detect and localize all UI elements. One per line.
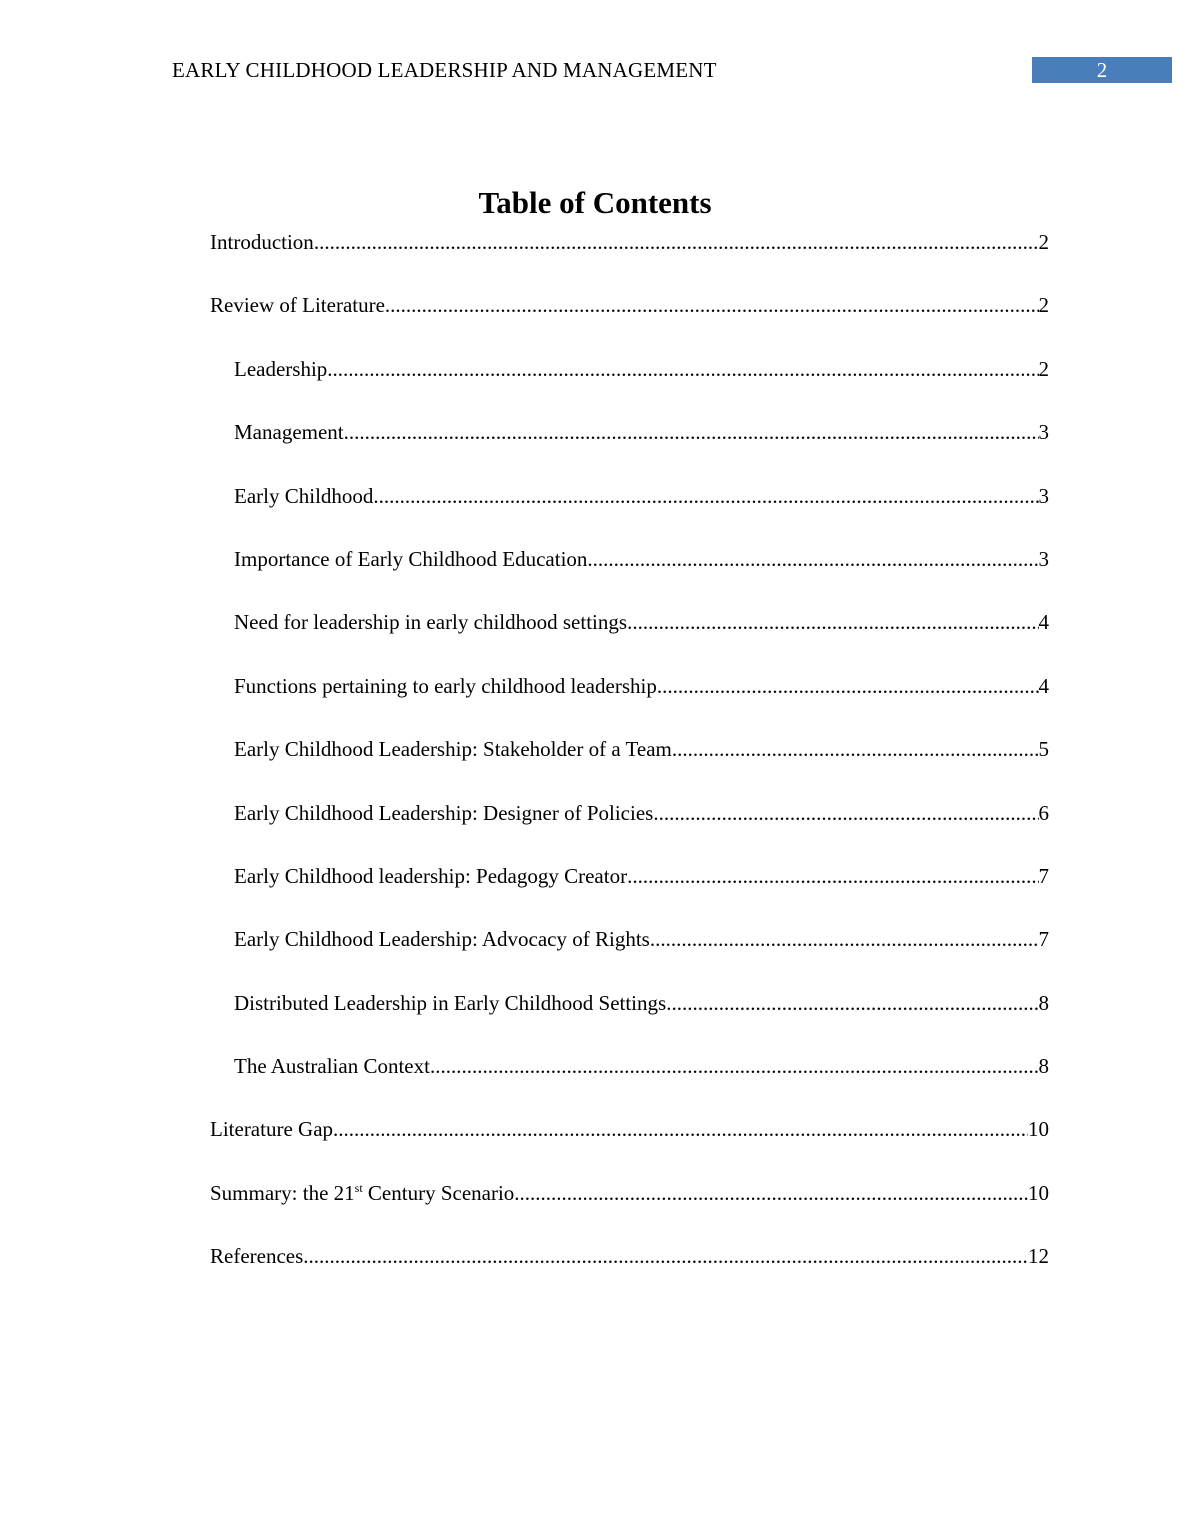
toc-entry-page: 5 — [1038, 737, 1049, 762]
toc-entry-need-for-leadership[interactable] — [210, 604, 1049, 667]
toc-leader-dots — [653, 795, 1038, 831]
toc-entry-pedagogy-creator[interactable] — [210, 858, 1049, 921]
toc-entry-text: Leadership — [234, 356, 328, 381]
toc-entry-page: 3 — [1038, 420, 1049, 445]
toc-entry-review-of-literature[interactable] — [210, 287, 1049, 350]
toc-entry-page: 7 — [1038, 927, 1049, 952]
toc-entry-text: Early Childhood — [234, 483, 374, 508]
toc-entry-stakeholder[interactable] — [210, 731, 1049, 794]
toc-entry-superscript: st — [354, 1180, 363, 1195]
toc-entry-introduction[interactable] — [210, 224, 1049, 287]
toc-leader-dots — [314, 224, 1039, 260]
toc-entry-text: Early Childhood Leadership: Designer of Policies — [234, 800, 654, 825]
toc-entry-text: Management — [234, 420, 344, 445]
toc-entry-text: Early Childhood leadership: Pedagogy Creator — [234, 863, 628, 888]
toc-leader-dots — [587, 541, 1038, 577]
toc-entry-text: Introduction — [210, 230, 314, 254]
toc-entry-references[interactable] — [210, 1238, 1049, 1301]
toc-entry-literature-gap[interactable] — [210, 1111, 1049, 1174]
toc-leader-dots — [650, 921, 1039, 957]
toc-entry-text: Functions pertaining to early childhood leadership — [234, 673, 657, 698]
toc-entry-australian-context[interactable] — [210, 1048, 1049, 1111]
toc-entry-text — [210, 1175, 514, 1211]
toc-entry-page: 7 — [1038, 863, 1049, 888]
toc-leader-dots — [666, 985, 1038, 1021]
toc-entry-management[interactable] — [210, 414, 1049, 477]
toc-entry-text: Early Childhood Leadership: Advocacy of Rights — [234, 927, 650, 952]
toc-entry-early-childhood[interactable] — [210, 478, 1049, 541]
toc-entry-leadership[interactable] — [210, 351, 1049, 414]
toc-leader-dots — [333, 1111, 1028, 1147]
toc-entry-text-before: Summary: the 21 — [210, 1180, 355, 1205]
toc-entry-text: Distributed Leadership in Early Childhood Settings — [234, 990, 667, 1015]
toc-entry-distributed-leadership[interactable] — [210, 985, 1049, 1048]
toc-entry-designer-of-policies[interactable] — [210, 795, 1049, 858]
toc-leader-dots — [373, 478, 1038, 514]
toc-entry-page: 6 — [1038, 800, 1049, 825]
toc-entry-page: 3 — [1038, 546, 1049, 571]
toc-leader-dots — [657, 668, 1039, 704]
toc-entry-text: Literature Gap — [210, 1117, 334, 1142]
toc-entry-importance-ece[interactable] — [210, 541, 1049, 604]
toc-leader-dots — [385, 287, 1039, 323]
toc-entry-text: Need for leadership in early childhood settings — [234, 610, 628, 635]
toc-entry-summary[interactable] — [210, 1175, 1049, 1238]
toc-entry-page: 2 — [1038, 293, 1049, 318]
toc-leader-dots — [627, 858, 1038, 894]
toc-leader-dots — [627, 604, 1038, 640]
toc-entry-text: Early Childhood Leadership: Stakeholder of a Team — [234, 737, 672, 762]
toc-entry-page: 10 — [1028, 1117, 1049, 1142]
toc-entry-text: Importance of Early Childhood Education — [234, 546, 588, 571]
toc-leader-dots — [430, 1048, 1039, 1084]
toc-entry-page: 2 — [1038, 230, 1049, 254]
toc-entry-page: 2 — [1038, 356, 1049, 381]
toc-leader-dots — [327, 351, 1038, 387]
running-head-title: EARLY CHILDHOOD LEADERSHIP AND MANAGEMENT — [172, 58, 717, 82]
toc-entry-page: 4 — [1038, 673, 1049, 698]
toc-entry-advocacy-of-rights[interactable] — [210, 921, 1049, 984]
toc-leader-dots — [672, 731, 1039, 767]
toc-list — [210, 224, 1049, 1302]
toc-entry-text: References — [210, 1244, 304, 1269]
toc-entry-text: The Australian Context — [234, 1054, 430, 1079]
toc-leader-dots — [344, 414, 1039, 450]
toc-entry-page: 3 — [1038, 483, 1049, 508]
toc-entry-page: 4 — [1038, 610, 1049, 635]
toc-entry-page: 10 — [1028, 1180, 1049, 1205]
toc-entry-text: Review of Literature — [210, 293, 385, 318]
toc-entry-text-after: Century Scenario — [362, 1180, 515, 1205]
toc-leader-dots — [514, 1175, 1028, 1211]
toc-entry-page: 8 — [1038, 990, 1049, 1015]
toc-title: Table of Contents — [478, 185, 712, 220]
toc-entry-functions[interactable] — [210, 668, 1049, 731]
toc-leader-dots — [303, 1238, 1028, 1274]
toc-entry-page: 12 — [1028, 1244, 1049, 1269]
page-number-badge: 2 — [1032, 57, 1172, 83]
toc-entry-page: 8 — [1038, 1054, 1049, 1079]
